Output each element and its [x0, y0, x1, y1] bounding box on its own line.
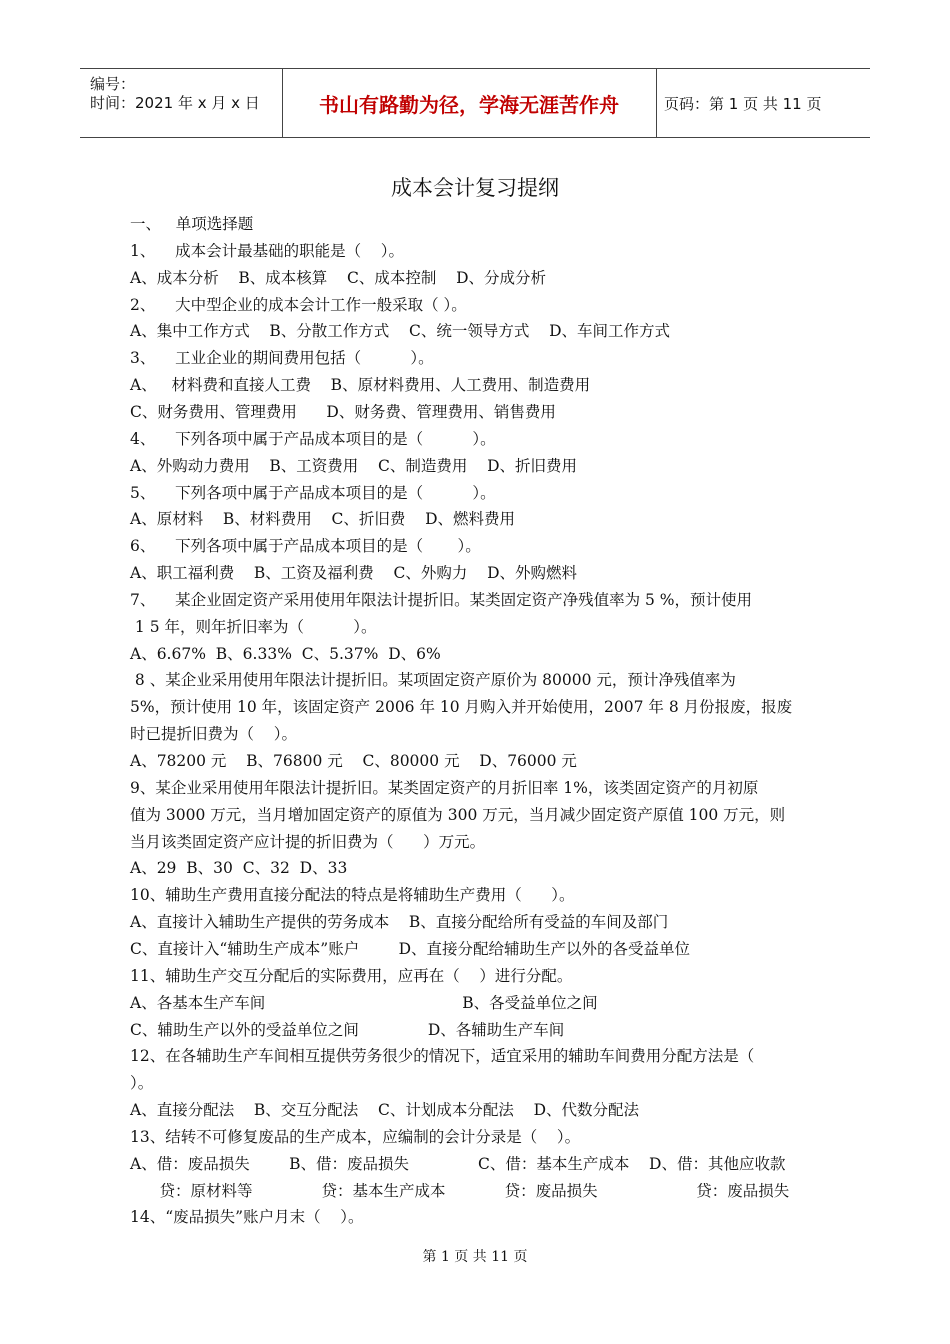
text-line: A、借：废品损失 B、借：废品损失 C、借：基本生产成本 D、借：其他应收款 — [130, 1154, 786, 1173]
text-line: A、直接计入辅助生产提供的劳务成本 B、直接分配给所有受益的车间及部门 — [130, 913, 669, 932]
text-line: 时已提折旧费为（ ）。 — [130, 725, 297, 744]
text-line: 值为 3000 万元，当月增加固定资产的原值为 300 万元，当月减少固定资产原值 100 万元，则 — [130, 805, 786, 824]
text-line: A、6.67% B、6.33% C、5.37% D、6% — [130, 644, 441, 663]
text-line: 5、 下列各项中属于产品成本项目的是（ ）。 — [130, 483, 496, 502]
text-line: ）。 — [130, 1074, 154, 1093]
text-line: 8 、某企业采用使用年限法计提折旧。某项固定资产原价为 80000 元，预计净残值率为 — [130, 671, 736, 690]
text-line: A、原材料 B、材料费用 C、折旧费 D、燃料费用 — [130, 510, 515, 529]
header-divider — [656, 69, 657, 137]
text-line: 6、 下列各项中属于产品成本项目的是（ ）。 — [130, 537, 481, 556]
text-line: 12、在各辅助生产车间相互提供劳务很少的情况下，适宜采用的辅助车间费用分配方法是（ — [130, 1047, 755, 1066]
text-line: A、各基本生产车间 B、各受益单位之间 — [130, 993, 598, 1012]
text-line: 1 5 年，则年折旧率为（ ）。 — [130, 617, 377, 636]
text-line: A、29 B、30 C、32 D、33 — [130, 859, 348, 878]
text-line: 2、 大中型企业的成本会计工作一般采取（ ）。 — [130, 295, 467, 314]
text-line: 贷：原材料等 贷：基本生产成本 贷：废品损失 贷：废品损失 — [130, 1181, 790, 1200]
text-line: 10、辅助生产费用直接分配法的特点是将辅助生产费用（ ）。 — [130, 886, 575, 905]
text-line: 5%，预计使用 10 年，该固定资产 2006 年 10 月购入并开始使用，2007 年 8 月份报废，报废 — [130, 698, 793, 717]
text-line: 11、辅助生产交互分配后的实际费用，应再在（ ）进行分配。 — [130, 966, 573, 985]
text-line: A、成本分析 B、成本核算 C、成本控制 D、分成分析 — [130, 268, 546, 287]
text-line: A、78200 元 B、76800 元 C、80000 元 D、76000 元 — [130, 752, 577, 770]
header-page-info: 页码：第 1 页 共 11 页 — [664, 94, 822, 113]
document-date-label: 时间：2021 年 x 月 x 日 — [90, 94, 260, 112]
text-line: 7、 某企业固定资产采用使用年限法计提折旧。某类固定资产净残值率为 5 %，预计使用 — [130, 590, 753, 609]
text-line: C、财务费用、管理费用 D、财务费、管理费用、销售费用 — [130, 402, 556, 421]
document-title: 成本会计复习提纲 — [391, 176, 559, 200]
text-line: 当月该类固定资产应计提的折旧费为（ ）万元。 — [130, 832, 486, 851]
text-line: 9、某企业采用使用年限法计提折旧。某类固定资产的月折旧率 1%，该类固定资产的月初原 — [130, 778, 759, 797]
text-line: A、职工福利费 B、工资及福利费 C、外购力 D、外购燃料 — [130, 564, 577, 583]
header-motto: 书山有路勤为径，学海无涯苦作舟 — [319, 92, 619, 117]
text-line: A、集中工作方式 B、分散工作方式 C、统一领导方式 D、车间工作方式 — [130, 322, 670, 341]
text-line: A、 材料费和直接人工费 B、原材料费用、人工费用、制造费用 — [130, 376, 591, 395]
text-line: 3、 工业企业的期间费用包括（ ）。 — [130, 349, 434, 368]
header-meta — [80, 69, 280, 137]
page-header — [80, 68, 870, 138]
text-line: A、直接分配法 B、交互分配法 C、计划成本分配法 D、代数分配法 — [130, 1101, 639, 1120]
text-line: 一、 单项选择题 — [130, 215, 254, 233]
text-line: 14、“废品损失”账户月末（ ）。 — [130, 1208, 364, 1227]
text-line: C、直接计入“辅助生产成本”账户 D、直接分配给辅助生产以外的各受益单位 — [130, 939, 691, 958]
text-line: C、辅助生产以外的受益单位之间 D、各辅助生产车间 — [130, 1020, 565, 1039]
text-line: 4、 下列各项中属于产品成本项目的是（ ）。 — [130, 429, 496, 448]
document-number-label: 编号： — [90, 75, 136, 93]
text-line: 13、结转不可修复废品的生产成本，应编制的会计分录是（ ）。 — [130, 1127, 581, 1146]
text-line: A、外购动力费用 B、工资费用 C、制造费用 D、折旧费用 — [130, 456, 577, 475]
page-footer: 第 1 页 共 11 页 — [422, 1249, 528, 1265]
text-line: 1、 成本会计最基础的职能是（ ）。 — [130, 241, 405, 260]
